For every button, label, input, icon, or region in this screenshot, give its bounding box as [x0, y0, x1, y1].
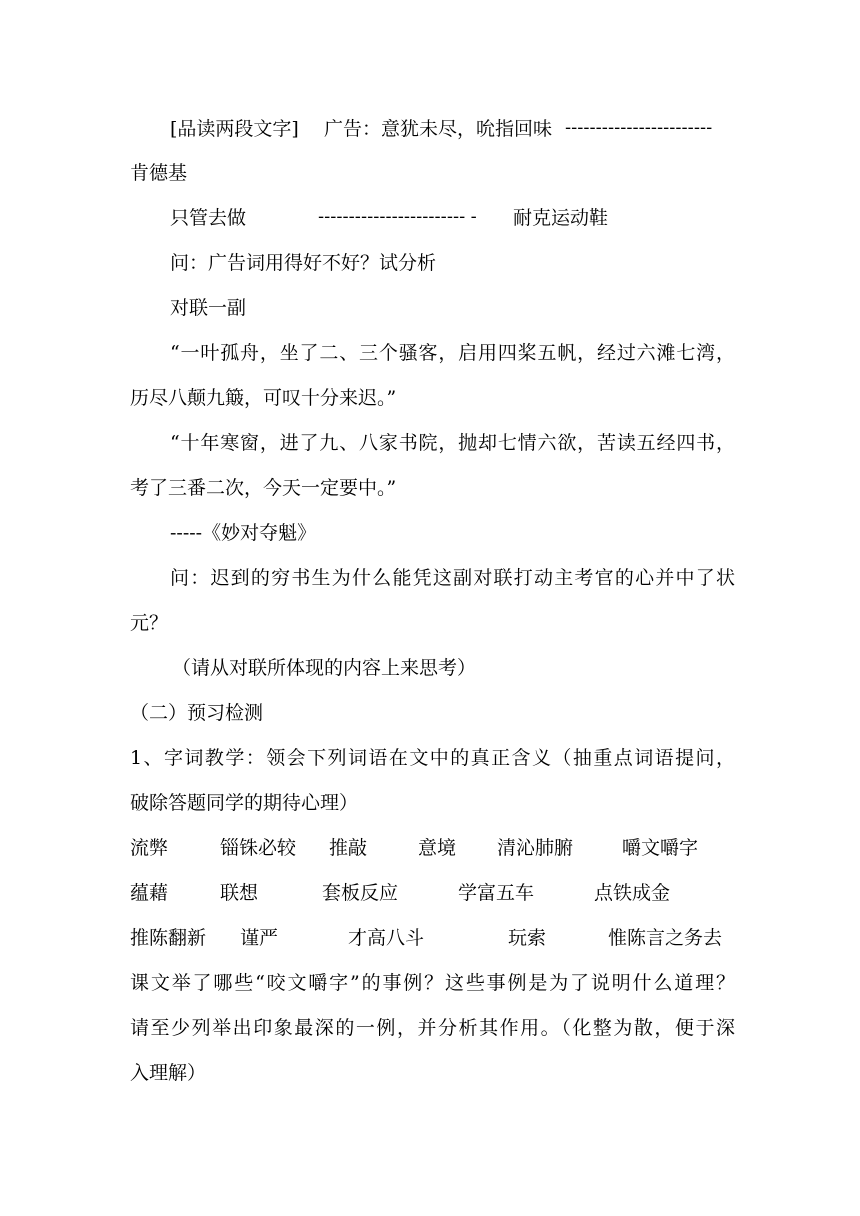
word-item: 玩索 [508, 927, 547, 949]
couplet-question-part1: 问：迟到的穷书生为什么能凭这副对联打动主考官的心并中了状 [170, 567, 735, 589]
word-item: 推敲 [329, 837, 368, 859]
couplet-hint: （请从对联所体现的内容上来思考） [172, 657, 477, 679]
word-item: 套板反应 [322, 882, 399, 904]
couplet-heading: 对联一副 [170, 297, 247, 319]
preview-heading: （二）预习检测 [130, 702, 264, 724]
nike-dashes: ------------------------ - [318, 207, 477, 227]
word-item: 推陈翻新 [130, 927, 207, 949]
couplet-source: -----《妙对夺魁》 [170, 522, 317, 544]
couplet-line2-part2: 考了三番二次，今天一定要中。” [130, 477, 397, 499]
word-item: 才高八斗 [348, 927, 425, 949]
couplet-line2-part1: “十年寒窗，进了九、八家书院，抛却七情六欲，苦读五经四书， [170, 432, 735, 454]
word-item: 学富五车 [458, 882, 535, 904]
preview-task-part2: 破除答题同学的期待心理） [130, 792, 359, 814]
word-item: 流弊 [130, 837, 169, 859]
word-item: 点铁成金 [594, 882, 671, 904]
preview-question2-part2: 入理解） [130, 1062, 207, 1084]
ad-intro: [品读两段文字] [170, 118, 299, 140]
word-item: 蕴藉 [130, 882, 169, 904]
word-item: 锱铢必较 [220, 837, 297, 859]
kfc-slogan: 广告：意犹未尽，吮指回味 [324, 118, 553, 140]
nike-slogan: 只管去做 [170, 207, 247, 229]
preview-task-part1: 1、字词教学：领会下列词语在文中的真正含义（抽重点词语提问， [130, 747, 735, 769]
couplet-line1-part2: 历尽八颠九簸，可叹十分来迟。” [130, 387, 397, 409]
preview-question1: 课文举了哪些“咬文嚼字”的事例？这些事例是为了说明什么道理？ [130, 972, 735, 994]
couplet-question-part2: 元？ [130, 612, 169, 634]
word-item: 惟陈言之务去 [608, 927, 723, 949]
kfc-dashes: ------------------------ [565, 118, 713, 138]
nike-brand: 耐克运动鞋 [513, 207, 609, 229]
ad-question: 问：广告词用得好不好？试分析 [170, 252, 437, 274]
couplet-line1-part1: “一叶孤舟，坐了二、三个骚客，启用四桨五帆，经过六滩七湾， [170, 342, 735, 364]
word-item: 联想 [220, 882, 259, 904]
kfc-brand: 肯德基 [130, 162, 188, 184]
word-item: 谨严 [240, 927, 279, 949]
preview-question2-part1: 请至少列举出印象最深的一例，并分析其作用。（化整为散，便于深 [130, 1017, 735, 1039]
word-item: 清沁肺腑 [497, 837, 574, 859]
word-item: 意境 [418, 837, 457, 859]
word-item: 嚼文嚼字 [622, 837, 699, 859]
